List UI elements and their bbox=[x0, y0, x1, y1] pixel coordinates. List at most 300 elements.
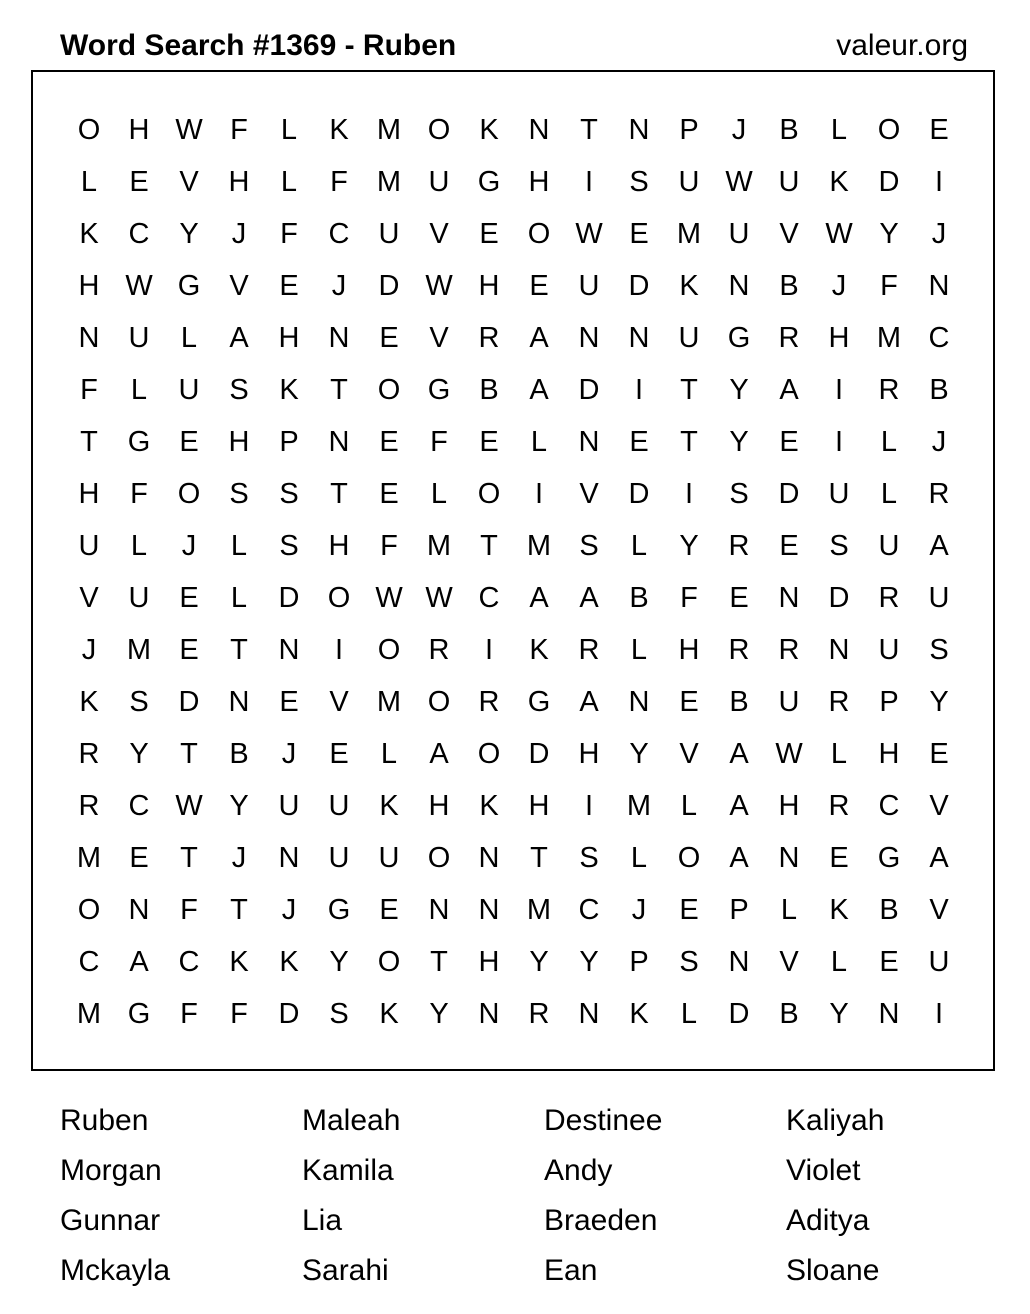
grid-cell: L bbox=[680, 997, 698, 1030]
grid-cell: O bbox=[177, 477, 201, 510]
grid-cell: V bbox=[429, 217, 449, 250]
grid-cell: S bbox=[579, 529, 599, 562]
grid-cell: T bbox=[680, 425, 698, 458]
grid-cell: M bbox=[426, 529, 452, 562]
grid-cell: D bbox=[828, 581, 850, 614]
grid-cell: Y bbox=[429, 997, 449, 1030]
grid-cell: T bbox=[180, 737, 198, 770]
grid-cell: F bbox=[330, 165, 348, 198]
grid-cell: R bbox=[578, 633, 600, 666]
word-list-item: Sarahi bbox=[302, 1254, 389, 1287]
grid-cell: W bbox=[425, 581, 453, 614]
grid-cell: A bbox=[579, 581, 599, 614]
grid-cell: J bbox=[281, 893, 297, 926]
grid-cell: B bbox=[779, 997, 799, 1030]
word-list-item: Mckayla bbox=[60, 1254, 171, 1287]
grid-cell: Y bbox=[929, 685, 949, 718]
grid-cell: N bbox=[478, 841, 500, 874]
word-list-item: Gunnar bbox=[60, 1204, 161, 1237]
word-list-item: Lia bbox=[302, 1204, 343, 1237]
grid-cell: L bbox=[880, 425, 898, 458]
grid-cell: E bbox=[679, 893, 699, 926]
grid-cell: U bbox=[278, 789, 300, 822]
grid-cell: H bbox=[278, 321, 300, 354]
grid-cell: W bbox=[775, 737, 803, 770]
grid-cell: G bbox=[427, 373, 451, 406]
grid-cell: N bbox=[628, 113, 650, 146]
grid-cell: N bbox=[128, 893, 150, 926]
grid-cell: U bbox=[878, 633, 900, 666]
grid-cell: E bbox=[179, 581, 199, 614]
grid-cell: F bbox=[180, 893, 198, 926]
grid-cell: M bbox=[376, 113, 402, 146]
grid-cell: E bbox=[129, 841, 149, 874]
grid-cell: S bbox=[729, 477, 749, 510]
grid-cell: S bbox=[329, 997, 349, 1030]
grid-cell: B bbox=[779, 269, 799, 302]
grid-cell: P bbox=[279, 425, 299, 458]
word-list-item: Aditya bbox=[786, 1204, 870, 1237]
grid-cell: M bbox=[376, 165, 402, 198]
grid-cell: Y bbox=[729, 373, 749, 406]
grid-cell: M bbox=[526, 529, 552, 562]
grid-cell: K bbox=[679, 269, 699, 302]
grid-cell: J bbox=[931, 425, 947, 458]
grid-cell: E bbox=[179, 425, 199, 458]
grid-cell: B bbox=[729, 685, 749, 718]
grid-cell: C bbox=[878, 789, 900, 822]
grid-cell: H bbox=[78, 269, 100, 302]
grid-cell: H bbox=[78, 477, 100, 510]
grid-cell: O bbox=[427, 685, 451, 718]
grid-cell: M bbox=[876, 321, 902, 354]
grid-cell: L bbox=[830, 945, 848, 978]
grid-cell: E bbox=[679, 685, 699, 718]
grid-cell: M bbox=[526, 893, 552, 926]
grid-cell: J bbox=[731, 113, 747, 146]
grid-cell: C bbox=[128, 217, 150, 250]
grid-cell: Y bbox=[529, 945, 549, 978]
grid-cell: R bbox=[478, 321, 500, 354]
grid-cell: B bbox=[479, 373, 499, 406]
grid-cell: N bbox=[878, 997, 900, 1030]
grid-cell: L bbox=[80, 165, 98, 198]
grid-cell: H bbox=[528, 165, 550, 198]
grid-cell: G bbox=[127, 997, 151, 1030]
grid-cell: J bbox=[931, 217, 947, 250]
grid-cell: E bbox=[179, 633, 199, 666]
word-list-item: Maleah bbox=[302, 1104, 401, 1137]
grid-cell: N bbox=[78, 321, 100, 354]
grid-cell: K bbox=[829, 165, 849, 198]
grid-cell: L bbox=[830, 113, 848, 146]
grid-cell: Y bbox=[129, 737, 149, 770]
site-name: valeur.org bbox=[836, 29, 968, 62]
grid-cell: P bbox=[879, 685, 899, 718]
grid-cell: L bbox=[630, 841, 648, 874]
grid-cell: S bbox=[679, 945, 699, 978]
grid-cell: R bbox=[928, 477, 950, 510]
grid-cell: T bbox=[480, 529, 498, 562]
grid-cell: L bbox=[280, 113, 298, 146]
grid-cell: G bbox=[877, 841, 901, 874]
grid-cell: D bbox=[778, 477, 800, 510]
grid-cell: N bbox=[828, 633, 850, 666]
grid-cell: O bbox=[527, 217, 551, 250]
grid-cell: E bbox=[479, 425, 499, 458]
grid-cell: B bbox=[879, 893, 899, 926]
grid-cell: N bbox=[578, 425, 600, 458]
grid-cell: V bbox=[579, 477, 599, 510]
grid-cell: V bbox=[229, 269, 249, 302]
grid-cell: U bbox=[678, 165, 700, 198]
grid-cell: W bbox=[175, 789, 203, 822]
grid-cell: E bbox=[379, 477, 399, 510]
grid-cell: L bbox=[880, 477, 898, 510]
grid-cell: K bbox=[79, 217, 99, 250]
word-list-item: Destinee bbox=[544, 1104, 663, 1137]
grid-cell: K bbox=[379, 789, 399, 822]
word-list-item: Sloane bbox=[786, 1254, 880, 1287]
grid-cell: M bbox=[76, 997, 102, 1030]
grid-cell: H bbox=[478, 945, 500, 978]
grid-cell: L bbox=[530, 425, 548, 458]
grid-cell: O bbox=[377, 373, 401, 406]
grid-cell: L bbox=[830, 737, 848, 770]
grid-cell: S bbox=[929, 633, 949, 666]
grid-cell: S bbox=[279, 529, 299, 562]
grid-cell: Y bbox=[679, 529, 699, 562]
grid-cell: S bbox=[129, 685, 149, 718]
grid-cell: U bbox=[778, 685, 800, 718]
word-list-item: Andy bbox=[544, 1154, 613, 1187]
grid-cell: H bbox=[678, 633, 700, 666]
grid-cell: E bbox=[329, 737, 349, 770]
grid-cell: I bbox=[934, 165, 944, 198]
grid-cell: O bbox=[77, 893, 101, 926]
grid-cell: U bbox=[928, 945, 950, 978]
grid-cell: U bbox=[328, 841, 350, 874]
grid-cell: F bbox=[430, 425, 448, 458]
grid-cell: K bbox=[329, 113, 349, 146]
grid-cell: O bbox=[77, 113, 101, 146]
grid-cell: J bbox=[831, 269, 847, 302]
grid-cell: F bbox=[130, 477, 148, 510]
grid-cell: B bbox=[229, 737, 249, 770]
word-list-item: Braeden bbox=[544, 1204, 658, 1237]
grid-cell: S bbox=[229, 477, 249, 510]
grid-cell: R bbox=[778, 321, 800, 354]
grid-cell: N bbox=[478, 997, 500, 1030]
grid-cell: A bbox=[579, 685, 599, 718]
grid-cell: K bbox=[79, 685, 99, 718]
grid-cell: H bbox=[328, 529, 350, 562]
grid-cell: W bbox=[825, 217, 853, 250]
grid-cell: N bbox=[328, 321, 350, 354]
grid-cell: A bbox=[229, 321, 249, 354]
grid-cell: N bbox=[628, 321, 650, 354]
grid-cell: L bbox=[130, 529, 148, 562]
grid-cell: A bbox=[729, 789, 749, 822]
word-list-item: Ean bbox=[544, 1254, 598, 1287]
grid-cell: U bbox=[128, 581, 150, 614]
grid-cell: I bbox=[684, 477, 694, 510]
grid-cell: S bbox=[279, 477, 299, 510]
grid-cell: R bbox=[528, 997, 550, 1030]
grid-cell: D bbox=[628, 477, 650, 510]
grid-cell: R bbox=[428, 633, 450, 666]
grid-cell: E bbox=[879, 945, 899, 978]
grid-cell: O bbox=[377, 633, 401, 666]
grid-cell: W bbox=[725, 165, 753, 198]
grid-cell: A bbox=[779, 373, 799, 406]
grid-cell: U bbox=[378, 841, 400, 874]
grid-cell: E bbox=[929, 737, 949, 770]
grid-cell: U bbox=[828, 477, 850, 510]
grid-cell: L bbox=[130, 373, 148, 406]
grid-cell: H bbox=[578, 737, 600, 770]
grid-cell: N bbox=[778, 581, 800, 614]
grid-cell: W bbox=[575, 217, 603, 250]
grid-cell: T bbox=[230, 893, 248, 926]
grid-cell: C bbox=[478, 581, 500, 614]
grid-cell: N bbox=[278, 841, 300, 874]
grid-cell: F bbox=[180, 997, 198, 1030]
grid-cell: T bbox=[330, 373, 348, 406]
grid-cell: T bbox=[530, 841, 548, 874]
grid-cell: V bbox=[679, 737, 699, 770]
letter-grid bbox=[64, 104, 964, 1040]
grid-cell: S bbox=[579, 841, 599, 874]
grid-cell: K bbox=[279, 373, 299, 406]
grid-cell: N bbox=[278, 633, 300, 666]
grid-cell: E bbox=[629, 217, 649, 250]
grid-cell: H bbox=[478, 269, 500, 302]
grid-cell: Y bbox=[729, 425, 749, 458]
grid-cell: I bbox=[634, 373, 644, 406]
grid-cell: Y bbox=[179, 217, 199, 250]
grid-cell: A bbox=[529, 581, 549, 614]
grid-cell: H bbox=[528, 789, 550, 822]
grid-cell: A bbox=[929, 529, 949, 562]
grid-cell: D bbox=[528, 737, 550, 770]
grid-cell: L bbox=[630, 633, 648, 666]
grid-cell: U bbox=[128, 321, 150, 354]
grid-cell: N bbox=[928, 269, 950, 302]
grid-cell: H bbox=[128, 113, 150, 146]
grid-cell: V bbox=[79, 581, 99, 614]
grid-cell: T bbox=[180, 841, 198, 874]
grid-cell: N bbox=[628, 685, 650, 718]
grid-cell: K bbox=[479, 113, 499, 146]
grid-cell: M bbox=[126, 633, 152, 666]
grid-cell: U bbox=[78, 529, 100, 562]
grid-cell: I bbox=[534, 477, 544, 510]
grid-cell: H bbox=[828, 321, 850, 354]
grid-cell: J bbox=[181, 529, 197, 562]
grid-cell: R bbox=[778, 633, 800, 666]
grid-cell: M bbox=[676, 217, 702, 250]
grid-cell: I bbox=[834, 373, 844, 406]
grid-cell: A bbox=[729, 737, 749, 770]
grid-cell: Y bbox=[879, 217, 899, 250]
grid-cell: L bbox=[230, 581, 248, 614]
grid-cell: G bbox=[327, 893, 351, 926]
grid-cell: P bbox=[729, 893, 749, 926]
grid-cell: Y bbox=[329, 945, 349, 978]
grid-cell: V bbox=[179, 165, 199, 198]
grid-cell: K bbox=[479, 789, 499, 822]
grid-cell: R bbox=[728, 529, 750, 562]
grid-cell: R bbox=[78, 737, 100, 770]
grid-cell: A bbox=[929, 841, 949, 874]
grid-cell: L bbox=[430, 477, 448, 510]
grid-cell: E bbox=[629, 425, 649, 458]
grid-cell: K bbox=[279, 945, 299, 978]
grid-cell: D bbox=[578, 373, 600, 406]
grid-cell: V bbox=[779, 945, 799, 978]
grid-cell: K bbox=[529, 633, 549, 666]
grid-cell: U bbox=[778, 165, 800, 198]
grid-cell: U bbox=[578, 269, 600, 302]
grid-cell: J bbox=[331, 269, 347, 302]
grid-cell: A bbox=[529, 373, 549, 406]
grid-cell: O bbox=[477, 477, 501, 510]
grid-cell: J bbox=[631, 893, 647, 926]
grid-cell: T bbox=[80, 425, 98, 458]
grid-cell: E bbox=[929, 113, 949, 146]
word-list-item: Ruben bbox=[60, 1104, 149, 1137]
grid-cell: V bbox=[929, 893, 949, 926]
grid-cell: J bbox=[81, 633, 97, 666]
grid-cell: C bbox=[78, 945, 100, 978]
grid-cell: T bbox=[330, 477, 348, 510]
grid-cell: N bbox=[728, 945, 750, 978]
grid-cell: U bbox=[328, 789, 350, 822]
grid-cell: R bbox=[828, 685, 850, 718]
grid-cell: E bbox=[279, 685, 299, 718]
grid-cell: T bbox=[580, 113, 598, 146]
grid-cell: E bbox=[379, 893, 399, 926]
grid-cell: N bbox=[728, 269, 750, 302]
grid-cell: D bbox=[178, 685, 200, 718]
word-list-item: Kamila bbox=[302, 1154, 394, 1187]
grid-cell: E bbox=[779, 425, 799, 458]
grid-cell: U bbox=[178, 373, 200, 406]
grid-cell: R bbox=[878, 373, 900, 406]
grid-cell: H bbox=[228, 165, 250, 198]
grid-cell: Y bbox=[579, 945, 599, 978]
grid-cell: I bbox=[584, 165, 594, 198]
grid-cell: B bbox=[629, 581, 649, 614]
grid-cell: F bbox=[280, 217, 298, 250]
grid-cell: M bbox=[626, 789, 652, 822]
grid-cell: W bbox=[125, 269, 153, 302]
grid-cell: D bbox=[378, 269, 400, 302]
grid-cell: V bbox=[329, 685, 349, 718]
grid-cell: S bbox=[829, 529, 849, 562]
grid-cell: U bbox=[728, 217, 750, 250]
grid-cell: N bbox=[228, 685, 250, 718]
grid-cell: H bbox=[228, 425, 250, 458]
grid-cell: P bbox=[629, 945, 649, 978]
grid-cell: L bbox=[180, 321, 198, 354]
grid-cell: H bbox=[778, 789, 800, 822]
grid-cell: O bbox=[427, 113, 451, 146]
grid-cell: C bbox=[928, 321, 950, 354]
grid-cell: M bbox=[76, 841, 102, 874]
word-list-item: Kaliyah bbox=[786, 1104, 885, 1137]
grid-cell: A bbox=[129, 945, 149, 978]
word-list-item: Morgan bbox=[60, 1154, 162, 1187]
grid-cell: U bbox=[428, 165, 450, 198]
grid-cell: G bbox=[727, 321, 751, 354]
grid-cell: E bbox=[779, 529, 799, 562]
grid-cell: E bbox=[829, 841, 849, 874]
word-list bbox=[60, 1096, 1028, 1296]
grid-cell: E bbox=[129, 165, 149, 198]
grid-cell: I bbox=[934, 997, 944, 1030]
grid-cell: E bbox=[379, 321, 399, 354]
grid-cell: Y bbox=[629, 737, 649, 770]
grid-cell: E bbox=[279, 269, 299, 302]
grid-cell: U bbox=[678, 321, 700, 354]
grid-cell: M bbox=[376, 685, 402, 718]
grid-cell: G bbox=[127, 425, 151, 458]
grid-cell: D bbox=[728, 997, 750, 1030]
grid-cell: C bbox=[128, 789, 150, 822]
grid-cell: Y bbox=[229, 789, 249, 822]
grid-cell: L bbox=[280, 165, 298, 198]
grid-cell: H bbox=[428, 789, 450, 822]
grid-cell: I bbox=[334, 633, 344, 666]
grid-cell: W bbox=[175, 113, 203, 146]
grid-cell: N bbox=[428, 893, 450, 926]
grid-cell: H bbox=[878, 737, 900, 770]
grid-cell: T bbox=[430, 945, 448, 978]
grid-cell: E bbox=[379, 425, 399, 458]
grid-cell: N bbox=[778, 841, 800, 874]
grid-cell: K bbox=[229, 945, 249, 978]
grid-cell: C bbox=[578, 893, 600, 926]
grid-cell: F bbox=[230, 997, 248, 1030]
grid-cell: R bbox=[78, 789, 100, 822]
grid-cell: I bbox=[834, 425, 844, 458]
grid-cell: N bbox=[528, 113, 550, 146]
grid-cell: B bbox=[929, 373, 949, 406]
grid-cell: F bbox=[80, 373, 98, 406]
grid-cell: V bbox=[779, 217, 799, 250]
grid-cell: T bbox=[230, 633, 248, 666]
grid-cell: O bbox=[677, 841, 701, 874]
grid-cell: I bbox=[584, 789, 594, 822]
grid-cell: J bbox=[231, 217, 247, 250]
grid-cell: R bbox=[828, 789, 850, 822]
grid-cell: C bbox=[178, 945, 200, 978]
grid-cell: N bbox=[328, 425, 350, 458]
grid-cell: L bbox=[630, 529, 648, 562]
grid-cell: O bbox=[427, 841, 451, 874]
grid-cell: F bbox=[230, 113, 248, 146]
grid-cell: J bbox=[281, 737, 297, 770]
grid-cell: A bbox=[529, 321, 549, 354]
grid-cell: O bbox=[477, 737, 501, 770]
grid-cell: K bbox=[379, 997, 399, 1030]
grid-cell: N bbox=[578, 321, 600, 354]
grid-cell: D bbox=[878, 165, 900, 198]
grid-cell: Y bbox=[829, 997, 849, 1030]
grid-cell: S bbox=[629, 165, 649, 198]
